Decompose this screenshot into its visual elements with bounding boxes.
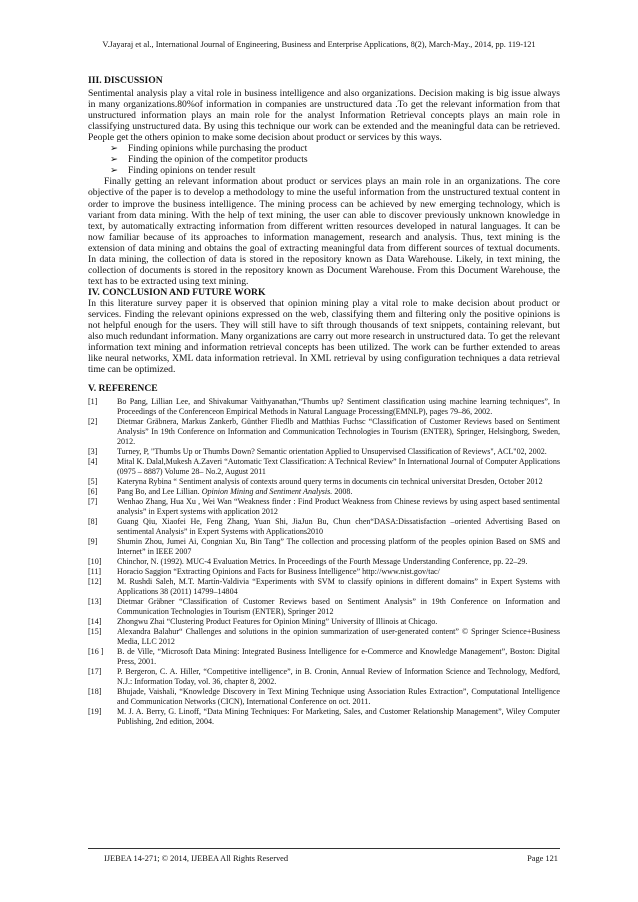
reference-item — [88, 517, 560, 536]
reference-item — [88, 707, 560, 726]
page-number: Page 121 — [527, 854, 558, 863]
reference-number: [15] — [88, 627, 102, 637]
reference-text: Zhongwu Zhai “Clustering Product Features for Opinion Mining” University of Illinois at Chicago. — [117, 617, 438, 627]
reference-text: Bo Pang, Lillian Lee, and Shivakumar Vaithyanathan,“Thumbs up? Sentiment classification using machine learning techniques”, In Proceedings of the Conferenceon Empirical Methods in Natural Language Processing(EMNLP), pages 79–86, 2002. — [117, 397, 560, 417]
reference-item — [88, 487, 560, 497]
reference-text: P. Bergeron, C. A. Hiller, “Competitive intelligence”, in B. Cronin, Annual Review of Information Science and Technology, Medford, N.J.: Information Today, vol. 36, chapter 8, 2002. — [117, 667, 560, 686]
reference-text: Kateryna Rybina “ Sentiment analysis of contexts around query terms in documents cin technical universitat Dresden, October 2012 — [117, 476, 543, 486]
reference-number: [17] — [88, 667, 102, 677]
reference-item — [88, 557, 560, 567]
reference-number: [18] — [88, 687, 102, 697]
discussion-paragraph-2: Finally getting an relevant information about product or services plays an main role in an organizations. The core objective of the paper is to develop a methodology to mine the useful information from the unstructured textual content in order to improve the business intelligence. The mining process can be achieved by new emerging technology, which is variant from data mining. With the help of text mining, the user can able to discover previously unknown knowledge in text, by automatically extracting information from different written resources developed in natural languages. It can be now familiar because of its approaches to information management, research and analysis. Thus, text mining is the extension of data mining and obtains the goal of extracting meaningful data from different sources of textual documents. In data mining, the collection of data is stored in the repository known as Data Warehouse. Likely, in text mining, the collection of documents is stored in the repository known as Document Warehouse. From this Document Warehouse, the text has to be extracted using text mining. — [88, 176, 560, 287]
reference-number: [14] — [88, 617, 102, 627]
reference-item — [88, 417, 560, 446]
page-footer — [104, 854, 558, 863]
reference-text: Turney, P, "Thumbs Up or Thumbs Down? Semantic orientation Applied to Unsupervised Classification of Reviews", ACL"02, 2002. — [117, 446, 547, 456]
list-item — [110, 154, 560, 165]
reference-number: [7] — [88, 497, 98, 507]
reference-text: Shumin Zhou, Jumei Ai, Congnian Xu, Bin Tang” The collection and processing platform of the peoples opinion Based on SMS and Internet” in IEEE 2007 — [117, 537, 560, 556]
conclusion-paragraph: In this literature survey paper it is observed that opinion mining play a vital role to make decision about product or services. Finding the relevant opinions expressed on the web, classifying them and filtering only the positive opinions is not helpful enough for the users. They will still have to sift through thousands of text snippets, containing relevant, but also much redundant information. Many organizations are carry out more research in unstructured data. To get the relevant information text mining and information retrieval concepts has been utilized. The work can be further extended to areas like neural networks, XML data information retrieval. In XML retrieval by using configuration techniques a data retrieval time can be optimized. — [88, 297, 560, 376]
reference-number: [1] — [88, 397, 98, 407]
reference-item — [88, 687, 560, 706]
arrow-bullet-icon: ➢ — [110, 165, 119, 177]
conclusion-heading: IV. CONCLUSION AND FUTURE WORK — [88, 286, 266, 298]
reference-text: M. J. A. Berry, G. Linoff, “Data Mining Techniques: For Marketing, Sales, and Customer Relationship Management”, Wiley Computer Publishing, 2nd edition, 2004. — [117, 707, 560, 726]
list-item — [110, 165, 560, 176]
reference-heading: V. REFERENCE — [88, 383, 158, 395]
reference-year: 2008. — [334, 487, 353, 497]
arrow-bullet-icon: ➢ — [110, 154, 119, 166]
bullet-text: Finding opinions on tender result — [128, 165, 256, 177]
reference-text: Horacio Saggion “Extracting Opinions and Facts for Business Intelligence” http://www.nist.gov/tac/ — [117, 567, 440, 577]
reference-item — [88, 627, 560, 646]
reference-text: Wenhao Zhang, Hua Xu , Wei Wan “Weakness finder : Find Product Weakness from Chinese reviews by using aspect based sentimental analysis” in Expert systems with application 2012 — [117, 497, 560, 517]
reference-item — [88, 667, 560, 686]
reference-item — [88, 397, 560, 416]
reference-number: [3] — [88, 446, 98, 456]
reference-text: Chinchor, N. (1992). MUC-4 Evaluation Metrics. In Proceedings of the Fourth Message Understanding Conference, pp. 22–29. — [117, 557, 528, 567]
reference-item — [88, 577, 560, 596]
reference-number: [4] — [88, 457, 98, 467]
reference-text: M. Rushdi Saleh, M.T. Martín-Valdivia “Experiments with SVM to classify opinions in different domains” in Expert Systems with Applications 38 (2011) 14799–14804 — [117, 577, 560, 597]
reference-authors: Pang Bo, and Lee Lillian. — [117, 487, 200, 497]
reference-list — [88, 397, 560, 726]
reference-text — [117, 487, 560, 497]
reference-text: Dietmar Gräbnera, Markus Zankerb, Günther Fliedlb and Matthias Fuchsc “Classification of Customer Reviews based on Sentiment Analysis” In 19th Conference on Information and Communication Technologies in Tourism (ENTER), Springer, Helsingborg, Sweden, 2012. — [117, 417, 560, 446]
reference-number: [9] — [88, 537, 98, 547]
main-content — [88, 75, 560, 727]
reference-item — [88, 567, 560, 577]
reference-number: [10] — [88, 557, 102, 567]
reference-text: Mital K. Dalal,Mukesh A.Zaveri “Automatic Text Classification: A Technical Review” In International Journal of Computer Applications (0975 – 8887) Volume 28– No.2, August 2011 — [117, 457, 560, 476]
reference-text: Guang Qiu, Xiaofei He, Feng Zhang, Yuan Shi, JiaJun Bu, Chun chen“DASA:Dissatisfaction –oriented Advertising Based on sentimental Analysis” in Expert Systems with Applications2010 — [117, 517, 560, 536]
reference-text: Dietmar Gräbner “Classification of Customer Reviews based on Sentiment Analysis” in 19th Conference on Information and Communication Technologies in Tourism (ENTER), Springer 2012 — [117, 597, 560, 617]
arrow-bullet-icon: ➢ — [110, 143, 119, 155]
discussion-heading: III. DISCUSSION — [88, 75, 163, 86]
discussion-bullet-list — [88, 143, 560, 176]
reference-item — [88, 457, 560, 476]
reference-item — [88, 597, 560, 616]
reference-number: [11] — [88, 567, 102, 577]
running-header: V.Jayaraj et al., International Journal of Engineering, Business and Enterprise Applications, 8(2), March-May., 2014, pp. 119-121 — [102, 40, 536, 49]
list-item — [110, 143, 560, 154]
bullet-text: Finding the opinion of the competitor products — [128, 154, 308, 166]
reference-item — [88, 477, 560, 487]
reference-item — [88, 647, 560, 666]
reference-number: [19] — [88, 707, 102, 717]
reference-number: [8] — [88, 517, 98, 527]
reference-number: [6] — [88, 487, 98, 497]
reference-number: [16 ] — [88, 647, 104, 657]
footer-divider — [88, 848, 560, 849]
reference-number: [13] — [88, 597, 102, 607]
reference-text: Bhujade, Vaishali, “Knowledge Discovery in Text Mining Technique using Association Rules Extraction”, Computational Intelligence and Communication Networks (CICN), International Conference on oct. 2011. — [117, 687, 560, 706]
reference-number: [2] — [88, 417, 98, 427]
reference-item — [88, 497, 560, 516]
reference-item — [88, 617, 560, 627]
reference-number: [5] — [88, 476, 98, 486]
discussion-paragraph-1: Sentimental analysis play a vital role in business intelligence and also organizations. Decision making is big issue always in many organizations.80%of information in companies are unstructured data .To get the relevant information from that unstructured information plays an main role for the analyst Information Retrieval concepts plays an main role in classifying unstructured data. By using this technique our work can be extended and the meaningful data can be retrieved. People get the others opinion to make some decision about product or services by this ways. — [88, 88, 560, 144]
footer-copyright: IJEBEA 14-271; © 2014, IJEBEA All Rights Reserved — [104, 854, 289, 863]
reference-number: [12] — [88, 577, 102, 587]
reference-text: B. de Ville, “Microsoft Data Mining: Integrated Business Intelligence for e-Commerce and Knowledge Management”, Boston: Digital Press, 2001. — [117, 647, 560, 667]
reference-book-title: Opinion Mining and Sentiment Analysis. — [201, 487, 333, 497]
reference-item — [88, 537, 560, 556]
reference-item — [88, 447, 560, 457]
reference-text: Alexandra Balahur“ Challenges and solutions in the opinion summarization of user-generated content” © Springer Science+Business Media, LLC 2012 — [117, 627, 560, 647]
bullet-text: Finding opinions while purchasing the product — [128, 143, 308, 155]
